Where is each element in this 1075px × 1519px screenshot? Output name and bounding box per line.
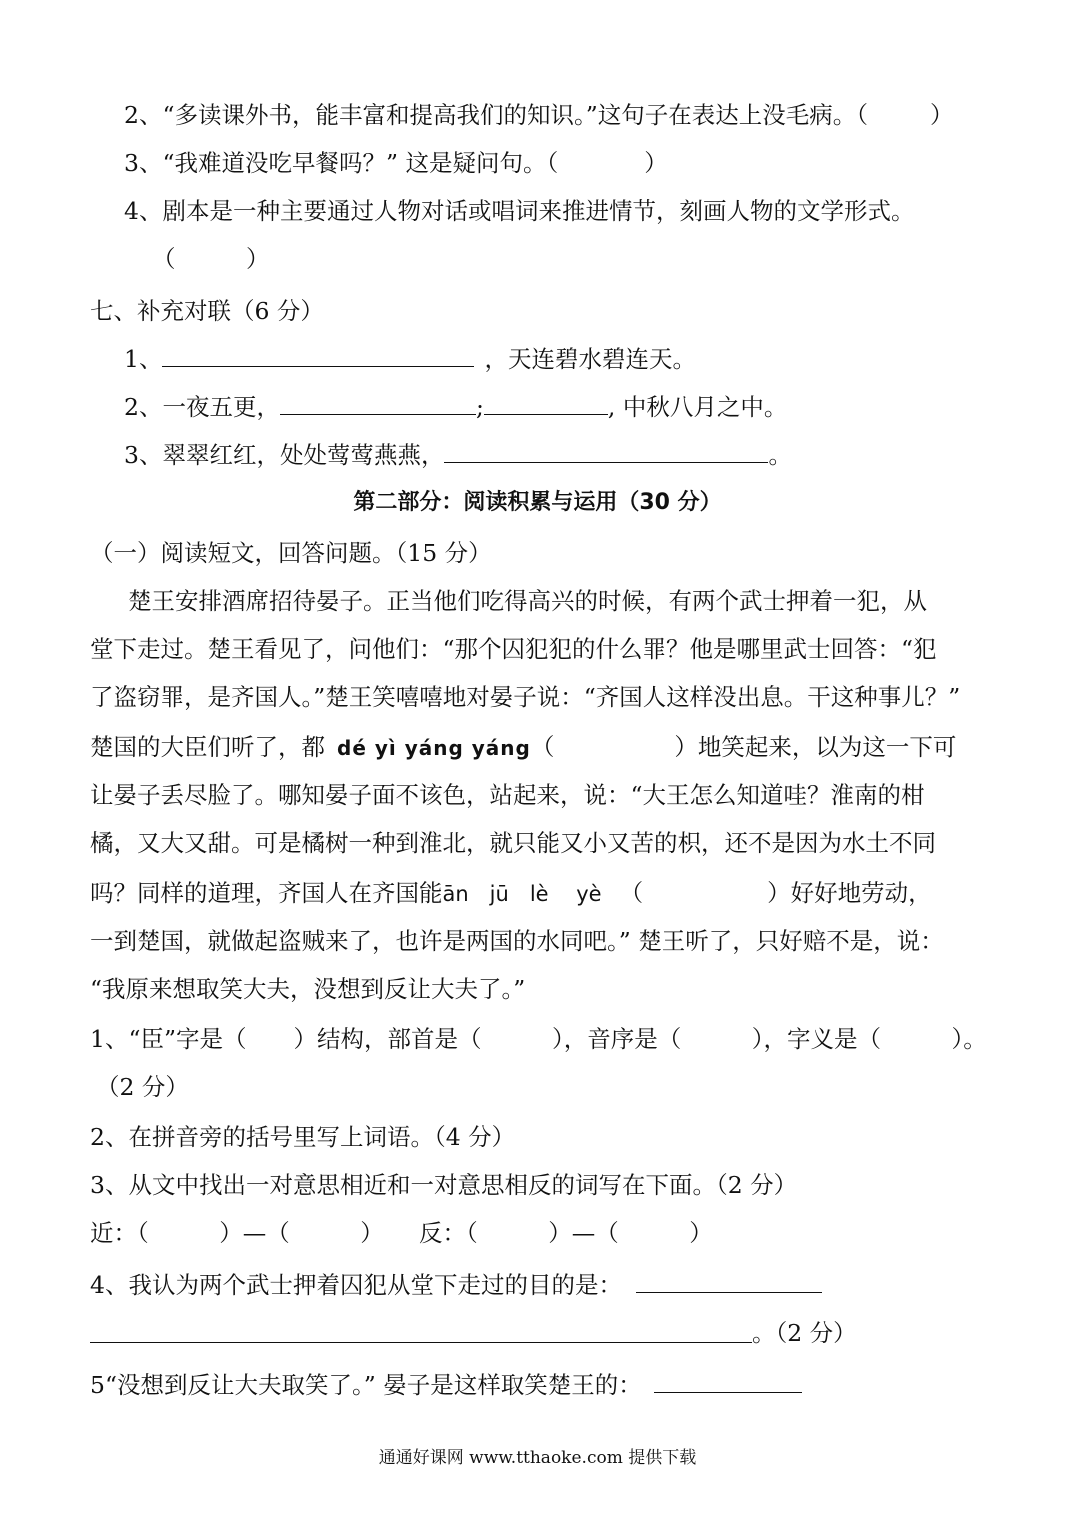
passage-line-6: 橘，又大又甜。可是橘树一种到淮北，就只能又小又苦的枳，还不是因为水土不同 bbox=[90, 829, 936, 857]
judge-q2-close: ） bbox=[929, 101, 954, 129]
passage-line-7-a: 吗？同样的道理，齐国人在齐国能 bbox=[90, 879, 443, 907]
question-5 bbox=[90, 1370, 802, 1400]
couplet-2-head: 2、一夜五更， bbox=[124, 393, 280, 421]
question-4-blank-2[interactable] bbox=[90, 1342, 752, 1343]
question-3: 3、从文中找出一对意思相近和一对意思相反的词写在下面。（2 分） bbox=[90, 1171, 798, 1199]
pinyin-anjuleye: ān jū lè yè bbox=[442, 882, 602, 906]
couplet-1-num: 1、 bbox=[124, 345, 163, 373]
passage-line-4-open: （ bbox=[530, 733, 555, 761]
couplet-3-head: 3、翠翠红红，处处莺莺燕燕， bbox=[124, 441, 445, 469]
judge-q4-paren: （ ） bbox=[152, 245, 270, 273]
page-footer: 通通好课网 www.tthaoke.com 提供下载 bbox=[378, 1448, 697, 1468]
passage-line-4 bbox=[90, 732, 956, 763]
question-4-text: 4、我认为两个武士押着囚犯从堂下走过的目的是： bbox=[90, 1271, 622, 1299]
part2-title: 第二部分：阅读积累与运用（30 分） bbox=[353, 490, 722, 515]
question-4-blank-1[interactable] bbox=[636, 1270, 822, 1293]
passage-line-1: 楚王安排酒席招待晏子。正当他们吃得高兴的时候，有两个武士押着一犯，从 bbox=[128, 587, 927, 615]
pinyin-deyiyangyang: dé yì yáng yáng bbox=[337, 736, 531, 760]
question-4 bbox=[90, 1270, 822, 1300]
passage-line-5: 让晏子丢尽脸了。哪知晏子面不该色，站起来，说：“大王怎么知道哇？淮南的柑 bbox=[90, 781, 925, 809]
passage-line-2: 堂下走过。楚王看见了，问他们：“那个囚犯犯的什么罪？他是哪里武士回答：“犯 bbox=[90, 635, 937, 663]
couplet-1 bbox=[124, 344, 696, 374]
passage-line-7-c: ）好好地劳动， bbox=[767, 879, 932, 907]
question-2: 2、在拼音旁的括号里写上词语。（4 分） bbox=[90, 1123, 516, 1151]
couplet-2-tail: , 中秋八月之中。 bbox=[607, 393, 788, 421]
couplet-2-sep: ; bbox=[475, 393, 484, 421]
couplet-1-blank[interactable] bbox=[162, 344, 474, 367]
passage-line-9: “我原来想取笑大夫，没想到反让大夫了。” bbox=[90, 975, 526, 1003]
passage-line-7 bbox=[90, 878, 932, 909]
passage-line-4-c: ）地笑起来，以为这一下可 bbox=[674, 733, 957, 761]
passage-line-3: 了盗窃罪，是齐国人。”楚王笑嘻嘻地对晏子说：“齐国人这样没出息。干这种事儿？” bbox=[90, 683, 961, 711]
couplet-1-tail: ，天连碧水碧连天。 bbox=[484, 345, 696, 373]
judge-q4: 4、剧本是一种主要通过人物对话或唱词来推进情节，刻画人物的文学形式。 bbox=[124, 197, 915, 225]
part2-subtitle: （一）阅读短文，回答问题。（15 分） bbox=[90, 539, 492, 567]
couplet-3 bbox=[124, 440, 792, 470]
couplet-2-blank-1[interactable] bbox=[280, 392, 476, 415]
question-1: 1、“臣”字是（ ）结构，部首是（ ），音序是（ ），字义是（ ）。 bbox=[90, 1025, 987, 1053]
passage-line-7-open: （ bbox=[619, 879, 644, 907]
couplet-3-blank[interactable] bbox=[444, 440, 768, 463]
judge-q3 bbox=[124, 148, 668, 178]
question-5-blank[interactable] bbox=[654, 1370, 802, 1393]
judge-q2-text: 2、“多读课外书，能丰富和提高我们的知识。”这句子在表达上没毛病。（ bbox=[124, 101, 868, 129]
question-1-score: （2 分） bbox=[96, 1073, 189, 1101]
couplet-2 bbox=[124, 392, 787, 422]
question-5-text: 5“没想到反让大夫取笑了。” 晏子是这样取笑楚王的： bbox=[90, 1371, 642, 1399]
passage-line-8: 一到楚国，就做起盗贼来了，也许是两国的水同吧。” 楚王听了，只好赔不是，说： bbox=[90, 927, 944, 955]
passage-line-4-a: 楚国的大臣们听了，都 bbox=[90, 733, 325, 761]
judge-q3-text: 3、“我难道没吃早餐吗？” 这是疑问句。（ bbox=[124, 149, 559, 177]
couplet-heading: 七、补充对联（6 分） bbox=[90, 297, 324, 325]
judge-q3-close: ） bbox=[644, 149, 668, 177]
question-3-answer-line: 近：（ ）—（ ） 反：（ ）—（ ） bbox=[90, 1219, 713, 1247]
question-4-score: 。（2 分） bbox=[752, 1319, 857, 1347]
couplet-2-blank-2[interactable] bbox=[484, 392, 608, 415]
judge-q2 bbox=[124, 100, 953, 130]
couplet-3-tail: 。 bbox=[768, 441, 792, 469]
